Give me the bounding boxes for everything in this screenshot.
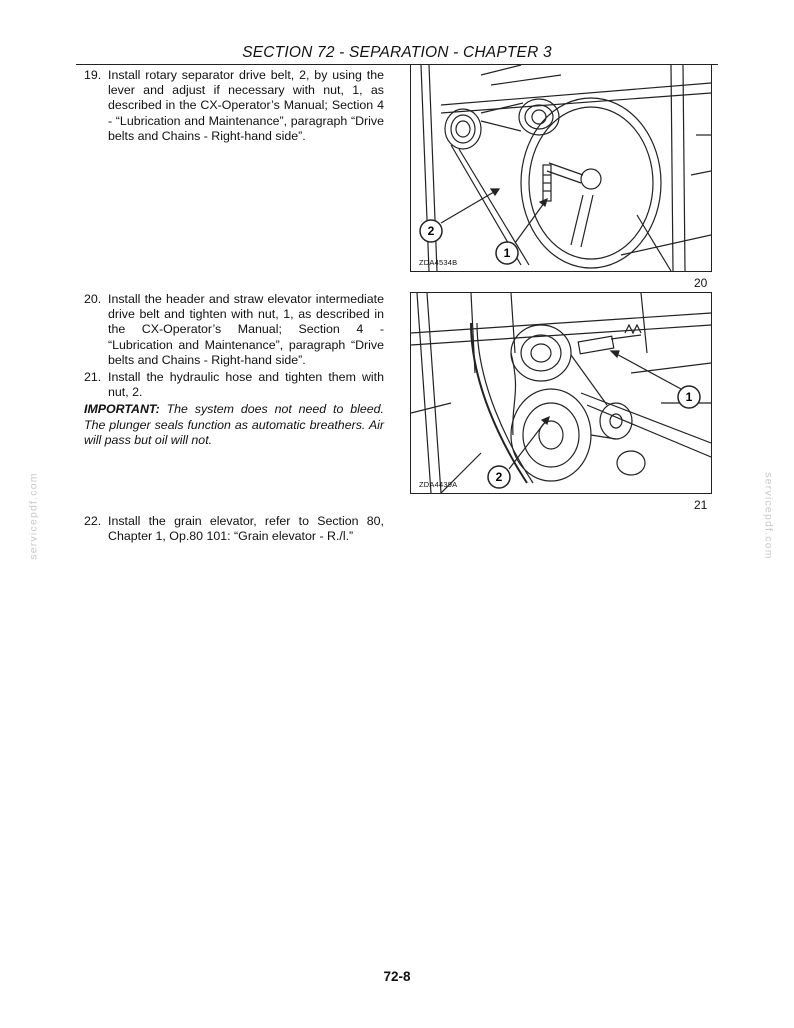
callout-label: 2 bbox=[427, 224, 435, 238]
important-text: The system does not need to bleed. The plunger seals function as automatic breathers. Air will pass but oil will not. bbox=[84, 402, 384, 447]
step-text: Install the header and straw elevator intermediate drive belt and tighten with nut, 1, as described in the CX-Operator’s Manual; Section 4 - “Lubrication and Maintenance”, paragraph “Drive belts and Chains - Right-hand side”. bbox=[108, 292, 384, 367]
watermark-left: servicepdf.com bbox=[27, 472, 40, 560]
hydraulic-tensioner-drawing bbox=[411, 293, 711, 493]
section-header: SECTION 72 - SEPARATION - CHAPTER 3 bbox=[242, 44, 552, 61]
callout-label: 1 bbox=[685, 390, 693, 404]
watermark-right: servicepdf.com bbox=[762, 472, 775, 560]
important-note bbox=[84, 402, 384, 448]
figure-20-illustration bbox=[410, 64, 712, 272]
step-22 bbox=[84, 514, 384, 544]
callout-1-marker bbox=[678, 386, 700, 408]
callout-2-marker bbox=[488, 466, 510, 488]
callout-2-marker bbox=[420, 220, 442, 242]
step-19 bbox=[84, 68, 384, 144]
figure-number: 21 bbox=[694, 498, 708, 512]
step-number: 19. bbox=[84, 68, 102, 82]
step-text: Install rotary separator drive belt, 2, by using the lever and adjust if necessary with nut, 1, as described in the CX-Operator’s Manual; Section 4 - “Lubrication and Maintenance”, paragraph “Drive belts and Chains - Right-hand side”. bbox=[108, 68, 384, 143]
step-number: 21. bbox=[84, 370, 102, 385]
step-number: 22. bbox=[84, 514, 102, 528]
steps-block-bottom bbox=[84, 514, 384, 546]
step-text: Install the grain elevator, refer to Section 80, Chapter 1, Op.80 101: “Grain elevator - R./l.” bbox=[108, 514, 384, 544]
step-21 bbox=[84, 370, 384, 400]
steps-block-top bbox=[84, 68, 384, 146]
page-number: 72-8 bbox=[383, 969, 411, 984]
step-text: Install the hydraulic hose and tighten them with nut, 2. bbox=[108, 370, 384, 400]
steps-block-middle bbox=[84, 292, 384, 448]
important-label: IMPORTANT: bbox=[84, 402, 160, 417]
belt-drive-drawing bbox=[411, 65, 711, 271]
step-20 bbox=[84, 292, 384, 368]
callout-label: 1 bbox=[503, 246, 511, 260]
figure-code: ZDA4534B bbox=[419, 258, 458, 267]
figure-21-illustration bbox=[410, 292, 712, 494]
figure-code: ZDA4439A bbox=[419, 480, 458, 489]
step-number: 20. bbox=[84, 292, 102, 306]
callout-label: 2 bbox=[495, 470, 503, 484]
figure-number: 20 bbox=[694, 276, 708, 290]
callout-1-marker bbox=[496, 242, 518, 264]
